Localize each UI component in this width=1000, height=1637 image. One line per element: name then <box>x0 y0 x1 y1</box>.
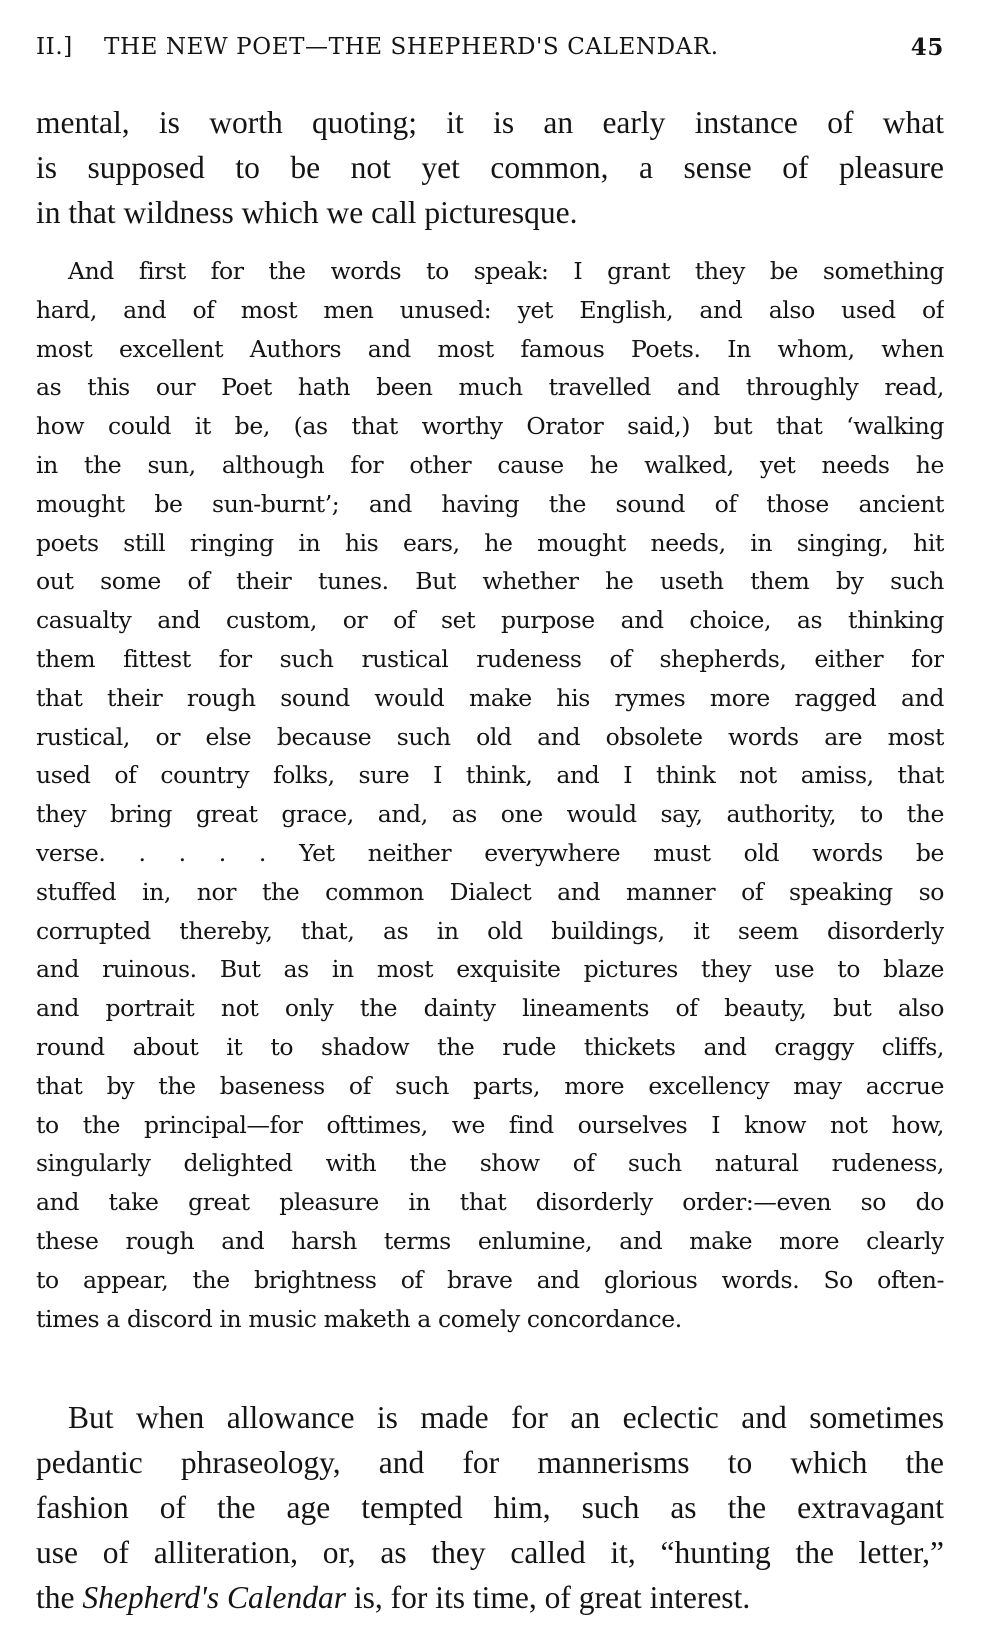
quote-line: corrupted thereby, that, as in old buildings, it seem disorderly <box>36 916 944 945</box>
quote-line: singularly delighted with the show of such natural rudeness, <box>36 1149 944 1178</box>
text-line: in that wildness which we call picturesque. <box>36 195 578 230</box>
quote-line: and portrait not only the dainty lineaments of beauty, but also <box>36 994 944 1023</box>
quote-line: rustical, or else because such old and obsolete words are most <box>36 722 944 751</box>
text-run: the <box>36 1580 83 1615</box>
quote-line: verse. . . . . Yet neither everywhere must old words be <box>36 838 944 867</box>
text-line-final <box>36 1575 944 1620</box>
text-line: is supposed to be not yet common, a sense of pleasure <box>36 150 944 185</box>
quote-line: out some of their tunes. But whether he useth them by such <box>36 567 944 596</box>
text-line: pedantic phraseology, and for mannerisms to which the <box>36 1445 944 1480</box>
quote-line: that their rough sound would make his rymes more ragged and <box>36 683 944 712</box>
quote-line: casualty and custom, or of set purpose and choice, as thinking <box>36 606 944 635</box>
quote-line: that by the baseness of such parts, more excellency may accrue <box>36 1071 944 1100</box>
text-line: fashion of the age tempted him, such as the extravagant <box>36 1490 944 1525</box>
quote-line: and take great pleasure in that disorderly order:—even so do <box>36 1188 944 1217</box>
text-line: But when allowance is made for an eclectic and sometimes <box>68 1400 944 1435</box>
quote-line: to appear, the brightness of brave and glorious words. So often- <box>36 1265 944 1294</box>
book-title-italic: Shepherd's Calendar <box>82 1580 347 1615</box>
text-line: use of alliteration, or, as they called it, “hunting the letter,” <box>36 1535 944 1570</box>
quote-line: they bring great grace, and, as one would say, authority, to the <box>36 800 944 829</box>
closing-paragraph <box>36 1395 944 1620</box>
quote-line: and ruinous. But as in most exquisite pictures they use to blaze <box>36 955 944 984</box>
quote-line: these rough and harsh terms enlumine, and make more clearly <box>36 1226 944 1255</box>
quote-line: poets still ringing in his ears, he mought needs, in singing, hit <box>36 528 944 557</box>
running-title: THE NEW POET—THE SHEPHERD'S CALENDAR. <box>104 34 719 60</box>
quote-line: And first for the words to speak: I grant they be something <box>68 257 944 285</box>
quote-line: used of country folks, sure I think, and I think not amiss, that <box>36 761 944 790</box>
chapter-marker: II.] <box>36 34 73 60</box>
page-number: 45 <box>910 34 944 61</box>
text-run: is, for its time, of great interest. <box>346 1580 751 1615</box>
quote-line: hard, and of most men unused: yet English, and also used of <box>36 295 944 324</box>
quote-line: mought be sun-burnt’; and having the sound of those ancient <box>36 489 944 518</box>
quote-line: stuffed in, nor the common Dialect and manner of speaking so <box>36 877 944 906</box>
quote-line: them fittest for such rustical rudeness of shepherds, either for <box>36 644 944 673</box>
block-quotation <box>36 252 944 1338</box>
quote-line: as this our Poet hath been much travelled and throughly read, <box>36 373 944 402</box>
quote-line: to the principal—for ofttimes, we find ourselves I know not how, <box>36 1110 944 1139</box>
quote-line: times a discord in music maketh a comely concordance. <box>36 1304 682 1333</box>
quote-line: most excellent Authors and most famous Poets. In whom, when <box>36 334 944 363</box>
text-line: mental, is worth quoting; it is an early instance of what <box>36 105 944 140</box>
quote-line: how could it be, (as that worthy Orator said,) but that ‘walking <box>36 412 944 441</box>
running-header <box>36 34 944 70</box>
quote-line: in the sun, although for other cause he walked, yet needs he <box>36 450 944 479</box>
quote-line: round about it to shadow the rude thickets and craggy cliffs, <box>36 1032 944 1061</box>
intro-paragraph <box>36 100 944 235</box>
